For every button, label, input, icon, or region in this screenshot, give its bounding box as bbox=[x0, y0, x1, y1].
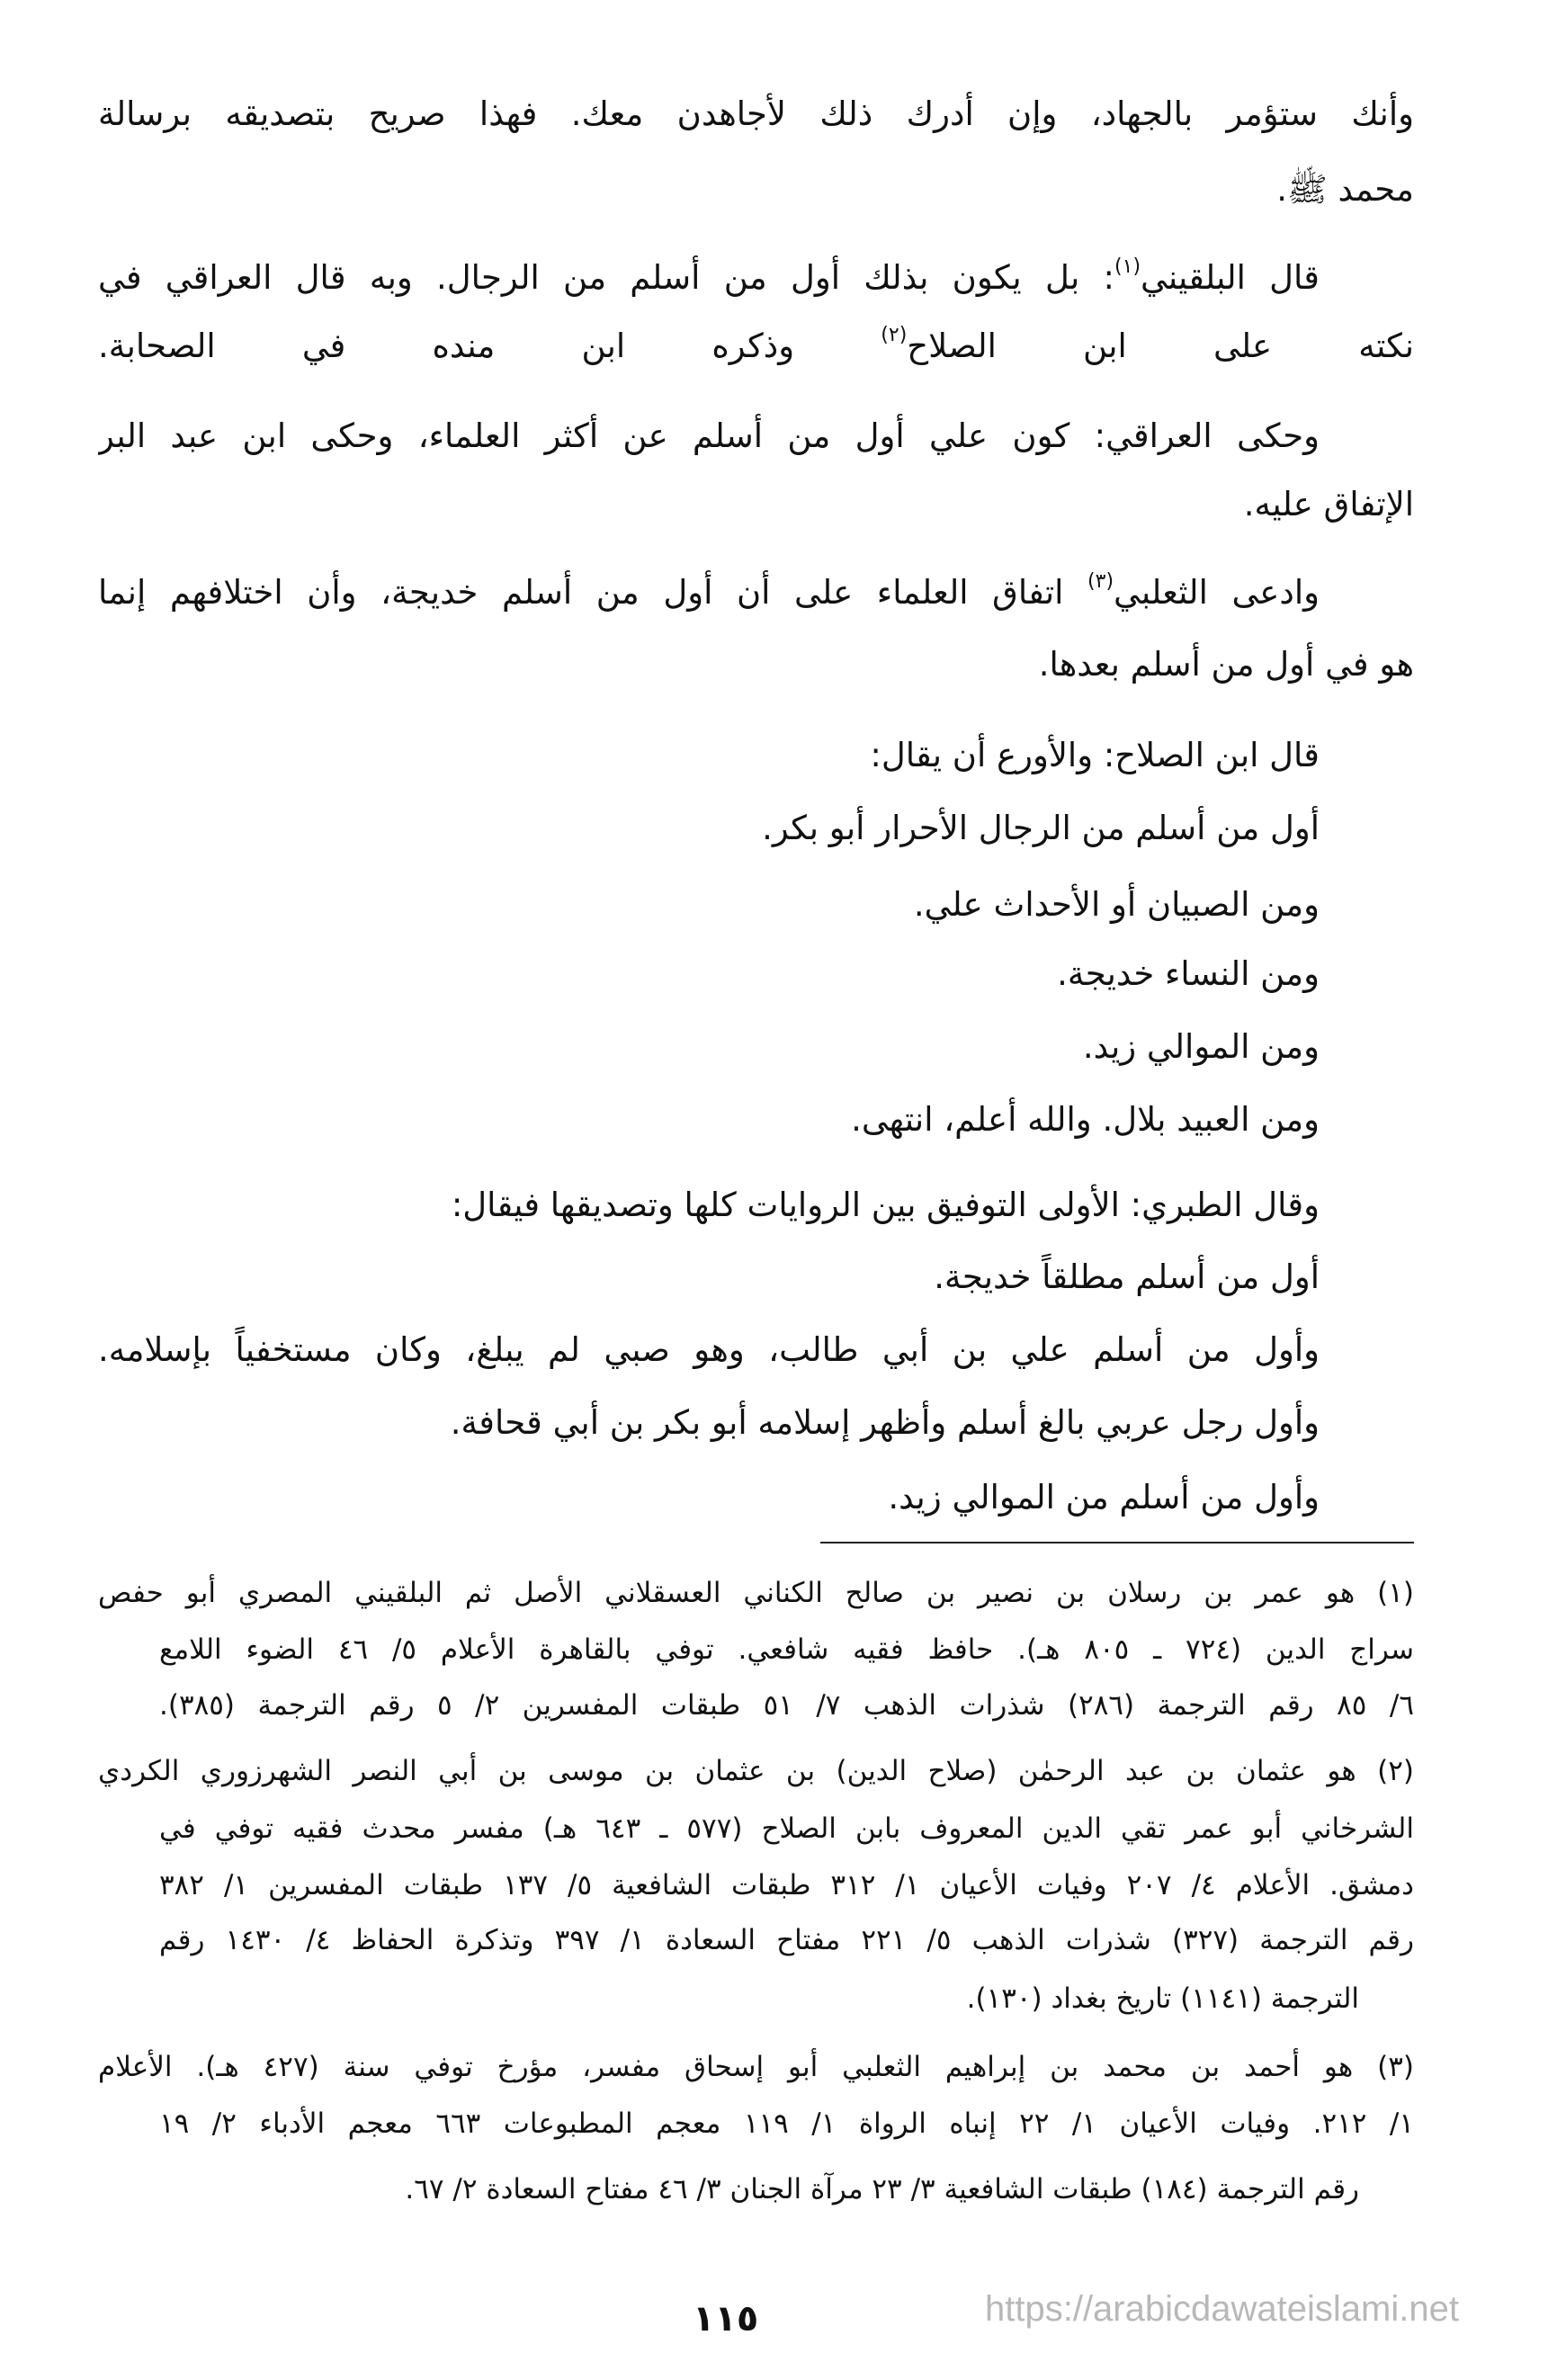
text-line: ومن الصبيان أو الأحداث علي. bbox=[913, 885, 1320, 924]
text-segment: وادعى الثعلبي bbox=[1114, 573, 1320, 612]
text-line: أول من أسلم مطلقاً خديجة. bbox=[934, 1257, 1320, 1296]
watermark-url: https://arabicdawateislami.net bbox=[985, 2289, 1459, 2329]
text-line: وأول من أسلم من الموالي زيد. bbox=[888, 1478, 1320, 1517]
footnote-1: (١) هو عمر بن رسلان بن نصير بن صالح الكناني العسقلاني الأصل ثم البلقيني المصري أبو حفص bbox=[98, 1577, 1414, 1609]
footnote-2: (٢) هو عثمان بن عبد الرحمٰن (صلاح الدين) بن عثمان بن موسى بن أبي النصر الشهرزوري الكردي bbox=[98, 1755, 1414, 1787]
footnote-line: رقم الترجمة (٣٢٧) شذرات الذهب ٥/ ٢٢١ مفتاح السعادة ١/ ٣٩٧ وتذكرة الحفاظ ٤/ ١٤٣٠ رقم bbox=[159, 1924, 1414, 1956]
text-line: محمد ﷺ. bbox=[1276, 170, 1414, 209]
text-segment: اتفاق العلماء على أن أول من أسلم خديجة، وأن اختلافهم إنما bbox=[98, 573, 1088, 612]
text-line: وقال الطبري: الأولى التوفيق بين الروايات كلها وتصديقها فيقال: bbox=[451, 1186, 1320, 1224]
text-line: وأول رجل عربي بالغ أسلم وأظهر إسلامه أبو بكر بن أبي قحافة. bbox=[450, 1403, 1320, 1442]
text-line: قال ابن الصلاح: والأورع أن يقال: bbox=[870, 736, 1320, 774]
text-line bbox=[98, 566, 1320, 620]
text-line bbox=[98, 319, 1414, 373]
footnote-line: سراج الدين (٧٢٤ ـ ٨٠٥ هـ). حافظ فقيه شافعي. توفي بالقاهرة الأعلام ٥/ ٤٦ الضوء اللامع bbox=[159, 1633, 1414, 1666]
footnote-3: (٣) هو أحمد بن محمد بن إبراهيم الثعلبي أبو إسحاق مفسر، مؤرخ توفي سنة (٤٢٧ هـ). الأعلام bbox=[98, 2051, 1414, 2083]
text-line bbox=[98, 251, 1320, 305]
text-line: أول من أسلم من الرجال الأحرار أبو بكر. bbox=[762, 809, 1320, 847]
text-line: الإتفاق عليه. bbox=[1243, 485, 1414, 523]
text-segment: وذكره ابن منده في الصحابة. bbox=[98, 327, 881, 365]
text-segment: قال البلقيني bbox=[1141, 258, 1320, 297]
footnote-line: الشرخاني أبو عمر تقي الدين المعروف بابن الصلاح (٥٧٧ ـ ٦٤٣ هـ) مفسر محدث فقيه توفي في bbox=[159, 1812, 1414, 1845]
text-line: ومن الموالي زيد. bbox=[1082, 1027, 1320, 1066]
footnote-ref-1[interactable]: (١) bbox=[1114, 255, 1141, 278]
text-segment: نكته على ابن الصلاح bbox=[907, 327, 1414, 365]
text-line: وحكى العراقي: كون علي أول من أسلم عن أكثر العلماء، وحكى ابن عبد البر bbox=[98, 416, 1320, 455]
text-line: وأنك ستؤمر بالجهاد، وإن أدرك ذلك لأجاهدن معك. فهذا صريح بتصديقه برسالة bbox=[98, 94, 1414, 133]
footnote-line: رقم الترجمة (١٨٤) طبقات الشافعية ٣/ ٢٣ مرآة الجنان ٣/ ٤٦ مفتاح السعادة ٢/ ٦٧. bbox=[405, 2173, 1359, 2206]
footnote-line: الترجمة (١١٤١) تاريخ بغداد (١٣٠). bbox=[966, 1982, 1359, 2015]
text-line: ومن العبيد بلال. والله أعلم، انتهى. bbox=[851, 1100, 1320, 1139]
text-line: وأول من أسلم علي بن أبي طالب، وهو صبي لم يبلغ، وكان مستخفياً بإسلامه. bbox=[98, 1330, 1320, 1369]
footnote-ref-3[interactable]: (٣) bbox=[1087, 570, 1114, 593]
page-number: ١١٥ bbox=[693, 2298, 759, 2340]
footnote-line: دمشق. الأعلام ٤/ ٢٠٧ وفيات الأعيان ١/ ٣١٢ طبقات الشافعية ٥/ ١٣٧ طبقات المفسرين ١/ ٣٨٢ bbox=[159, 1869, 1414, 1901]
text-segment: : بل يكون بذلك أول من أسلم من الرجال. وبه قال العراقي في bbox=[98, 258, 1115, 297]
footnote-line: ١/ ٢١٢. وفيات الأعيان ١/ ٢٢ إنباه الرواة ١/ ١١٩ معجم المطبوعات ٦٦٣ معجم الأدباء ٢/ ١٩ bbox=[159, 2107, 1414, 2140]
footnote-ref-2[interactable]: (٢) bbox=[881, 324, 908, 346]
footnote-divider bbox=[820, 1542, 1414, 1543]
text-line: هو في أول من أسلم بعدها. bbox=[1038, 645, 1414, 684]
footnote-line: ٦/ ٨٥ رقم الترجمة (٢٨٦) شذرات الذهب ٧/ ٥١ طبقات المفسرين ٢/ ٥ رقم الترجمة (٣٨٥). bbox=[159, 1689, 1414, 1722]
text-line: ومن النساء خديجة. bbox=[1057, 954, 1320, 993]
